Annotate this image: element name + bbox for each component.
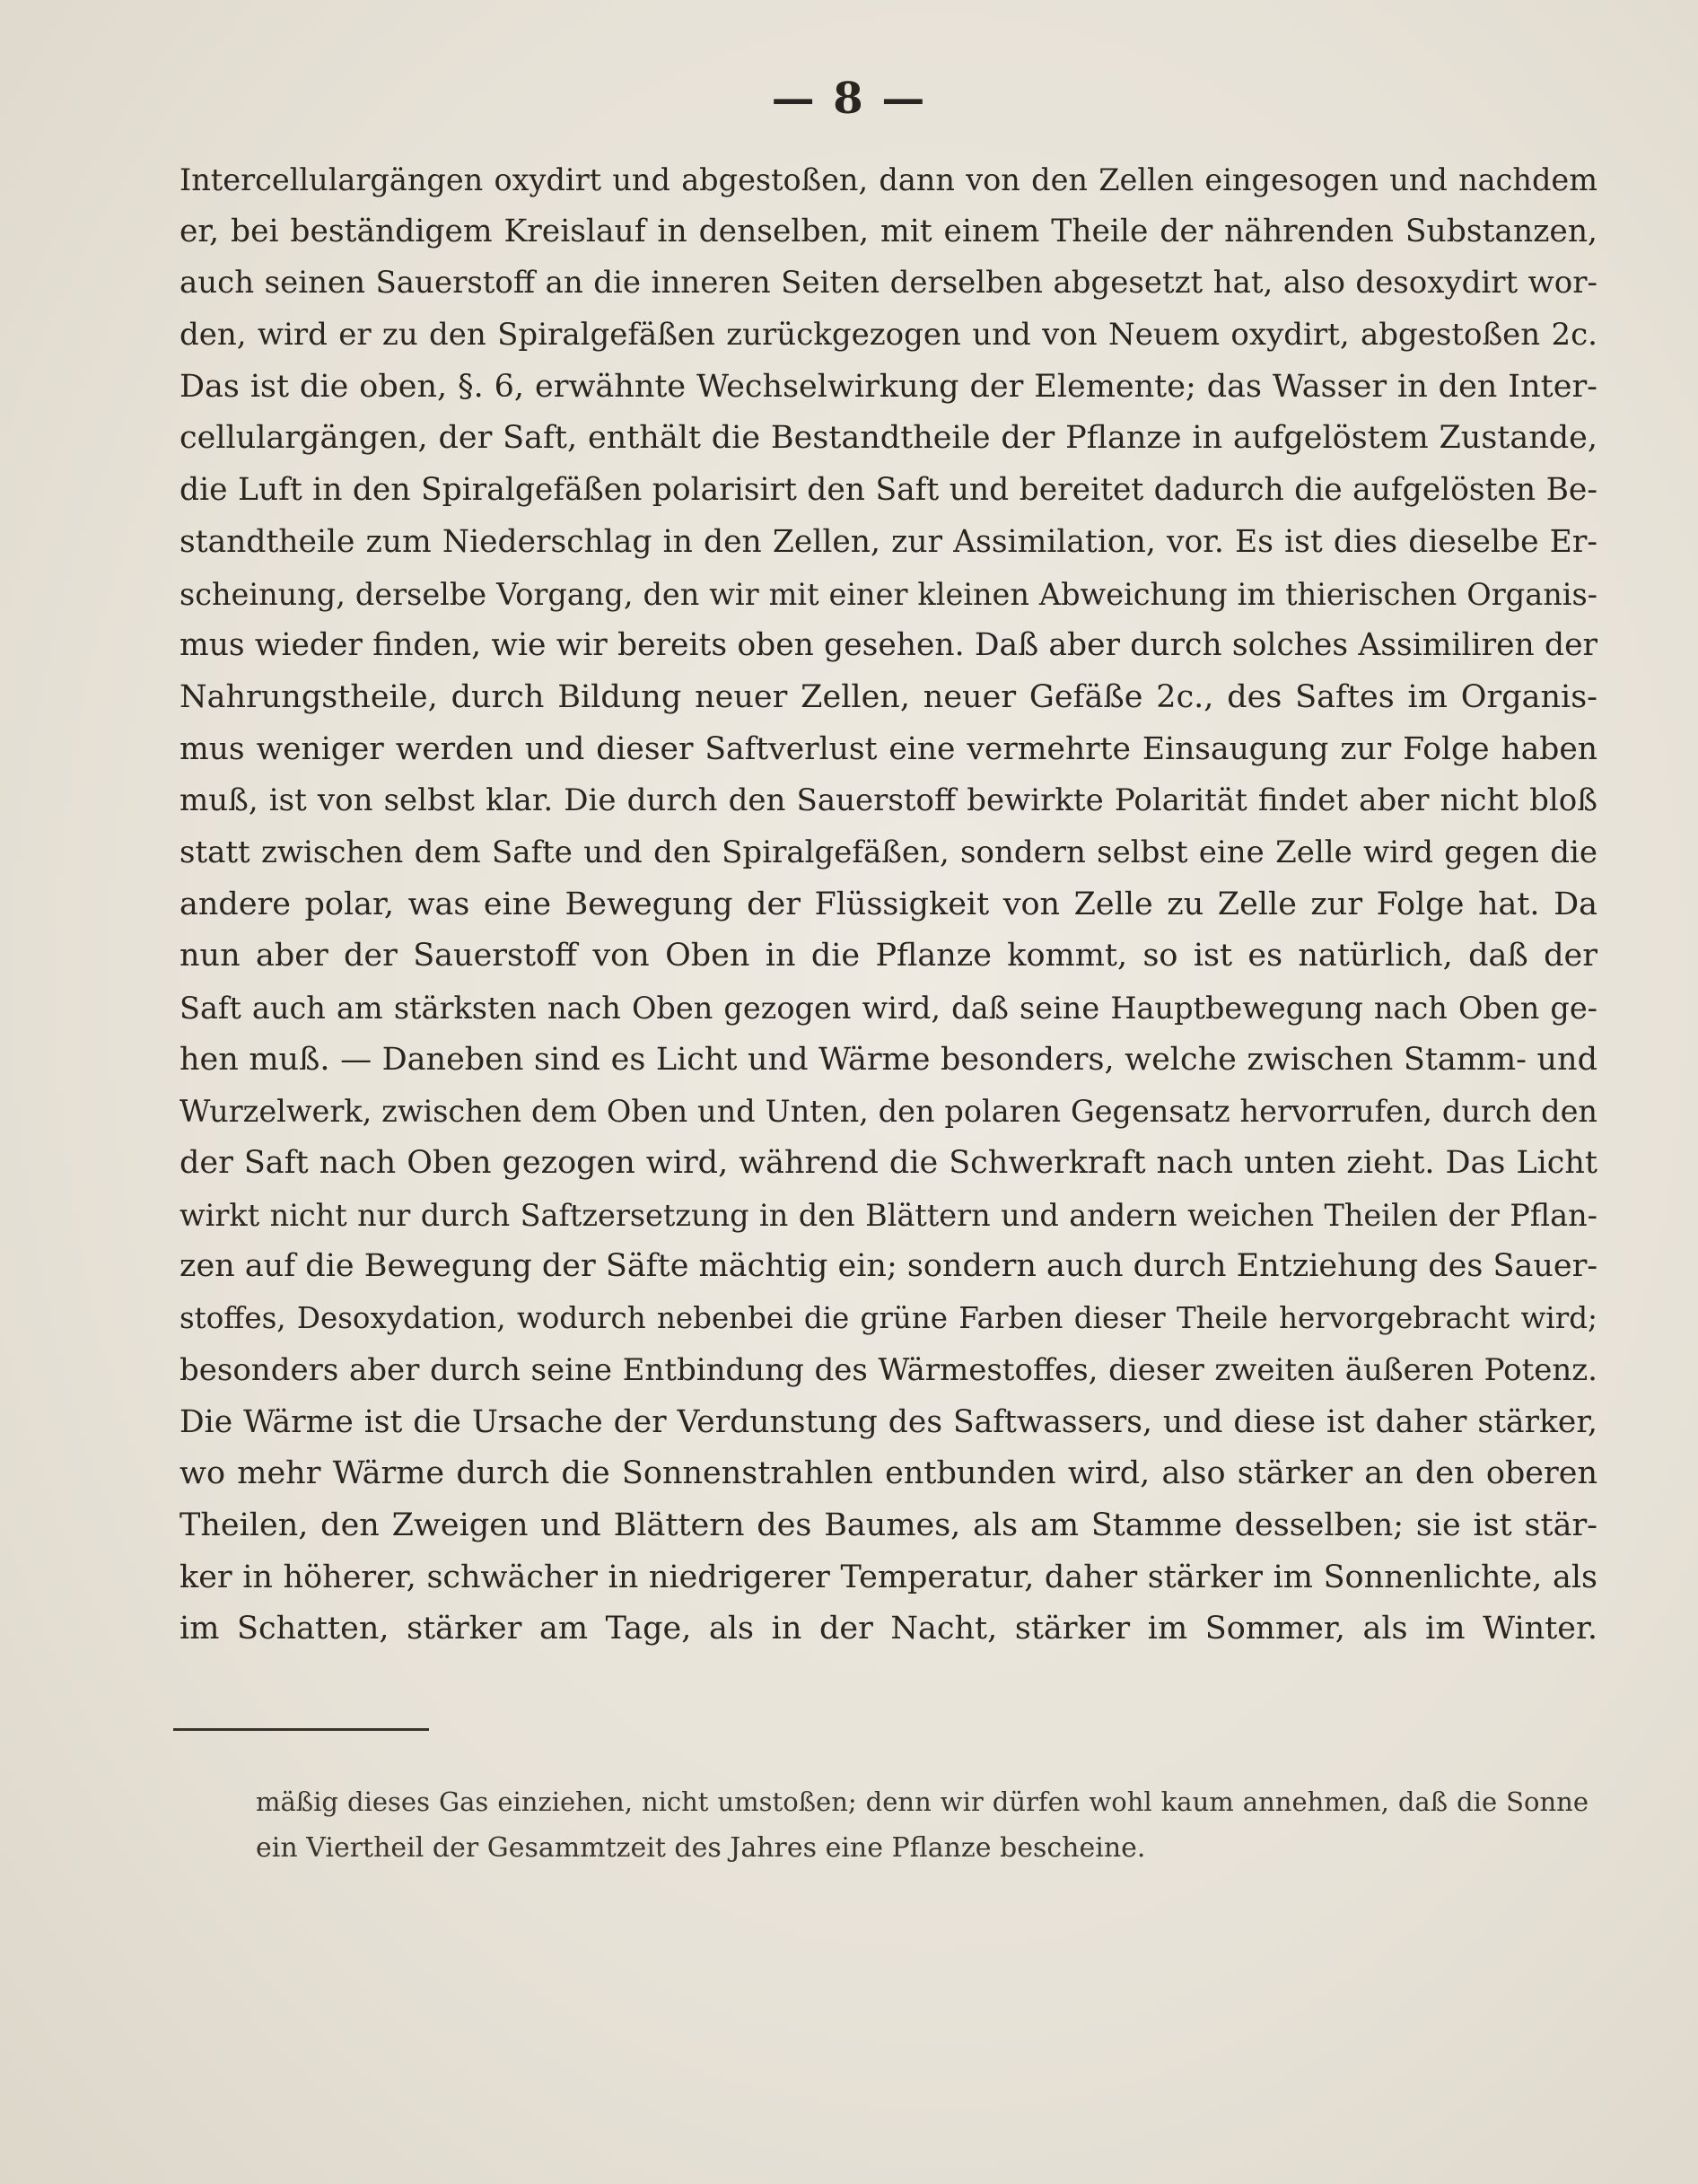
text-line: Das ist die oben, §. 6, erwähnte Wechselwirkung der Elemente; das Wasser in den Inter- [179, 368, 1597, 405]
text-line: andere polar, was eine Bewegung der Flüssigkeit von Zelle zu Zelle zur Folge hat. Da [179, 886, 1597, 922]
text-line: ker in höherer, schwächer in niedrigerer Temperatur, daher stärker im Sonnenlichte, als [179, 1559, 1597, 1595]
text-line: den, wird er zu den Spiralgefäßen zurückgezogen und von Neuem oxydirt, abgestoßen 2c. [179, 317, 1597, 354]
footnote-separator [173, 1728, 429, 1731]
text-line: im Schatten, stärker am Tage, als in der Nacht, stärker im Sommer, als im Winter. [179, 1611, 1597, 1647]
text-line: mus wieder finden, wie wir bereits oben gesehen. Daß aber durch solches Assimiliren der [179, 627, 1597, 664]
text-line: wirkt nicht nur durch Saftzersetzung in den Blättern und andern weichen Theilen der Pflan- [179, 1197, 1597, 1233]
text-line: stoffes, Desoxydation, wodurch nebenbei die grüne Farben dieser Theile hervorgebracht wird; [179, 1301, 1597, 1336]
text-line: zen auf die Bewegung der Säfte mächtig ein; sondern auch durch Entziehung des Sauer- [179, 1248, 1597, 1285]
text-line: statt zwischen dem Safte und den Spiralgefäßen, sondern selbst eine Zelle wird gegen die [179, 834, 1597, 870]
text-line: hen muß. — Daneben sind es Licht und Wärme besonders, welche zwischen Stamm- und [179, 1041, 1597, 1078]
text-line: scheinung, derselbe Vorgang, den wir mit einer kleinen Abweichung im thierischen Organis- [179, 576, 1597, 612]
text-line: auch seinen Sauerstoff an die inneren Seiten derselben abgesetzt hat, also desoxydirt wor- [179, 265, 1597, 301]
text-line: mus weniger werden und dieser Saftverlust eine vermehrte Einsaugung zur Folge haben [179, 730, 1597, 767]
page-number: — 8 — [771, 74, 927, 124]
text-line: die Luft in den Spiralgefäßen polarisirt den Saft und bereitet dadurch die aufgelösten Be- [179, 472, 1597, 509]
text-line: Theilen, den Zweigen und Blättern des Baumes, als am Stamme desselben; sie ist stär- [179, 1507, 1597, 1543]
text-line: Nahrungstheile, durch Bildung neuer Zellen, neuer Gefäße 2c., des Saftes im Organis- [179, 678, 1597, 715]
text-line: Intercellulargängen oxydirt und abgestoßen, dann von den Zellen eingesogen und nachdem [179, 162, 1597, 197]
text-line: wo mehr Wärme durch die Sonnenstrahlen entbunden wird, also stärker an den oberen [179, 1455, 1597, 1492]
text-line: Saft auch am stärksten nach Oben gezogen wird, daß seine Hauptbewegung nach Oben ge- [179, 991, 1597, 1026]
footnote-line: ein Viertheil der Gesammtzeit des Jahres eine Pflanze bescheine. [256, 1832, 1146, 1864]
text-line: besonders aber durch seine Entbindung des Wärmestoffes, dieser zweiten äußeren Potenz. [179, 1351, 1597, 1388]
text-line: er, bei beständigem Kreislauf in denselben, mit einem Theile der nährenden Substanzen, [179, 213, 1597, 249]
text-line: der Saft nach Oben gezogen wird, während die Schwerkraft nach unten zieht. Das Licht [179, 1145, 1597, 1182]
text-line: Wurzelwerk, zwischen dem Oben und Unten, den polaren Gegensatz hervorrufen, durch den [179, 1094, 1597, 1130]
footnote-block [256, 1779, 1589, 1871]
text-line: standtheile zum Niederschlag in den Zellen, zur Assimilation, vor. Es ist dies dieselbe Er- [179, 523, 1597, 560]
footnote-line: mäßig dieses Gas einziehen, nicht umstoßen; denn wir dürfen wohl kaum annehmen, daß die Sonne [256, 1787, 1589, 1817]
text-line: nun aber der Sauerstoff von Oben in die Pflanze kommt, so ist es natürlich, daß der [179, 938, 1597, 974]
text-line: muß, ist von selbst klar. Die durch den Sauerstoff bewirkte Polarität findet aber nicht bloß [179, 782, 1597, 819]
main-text-block [179, 154, 1597, 1655]
text-line: Die Wärme ist die Ursache der Verdunstung des Saftwassers, und diese ist daher stärker, [179, 1403, 1597, 1440]
text-line: cellulargängen, der Saft, enthält die Bestandtheile der Pflanze in aufgelöstem Zustande, [179, 420, 1597, 457]
